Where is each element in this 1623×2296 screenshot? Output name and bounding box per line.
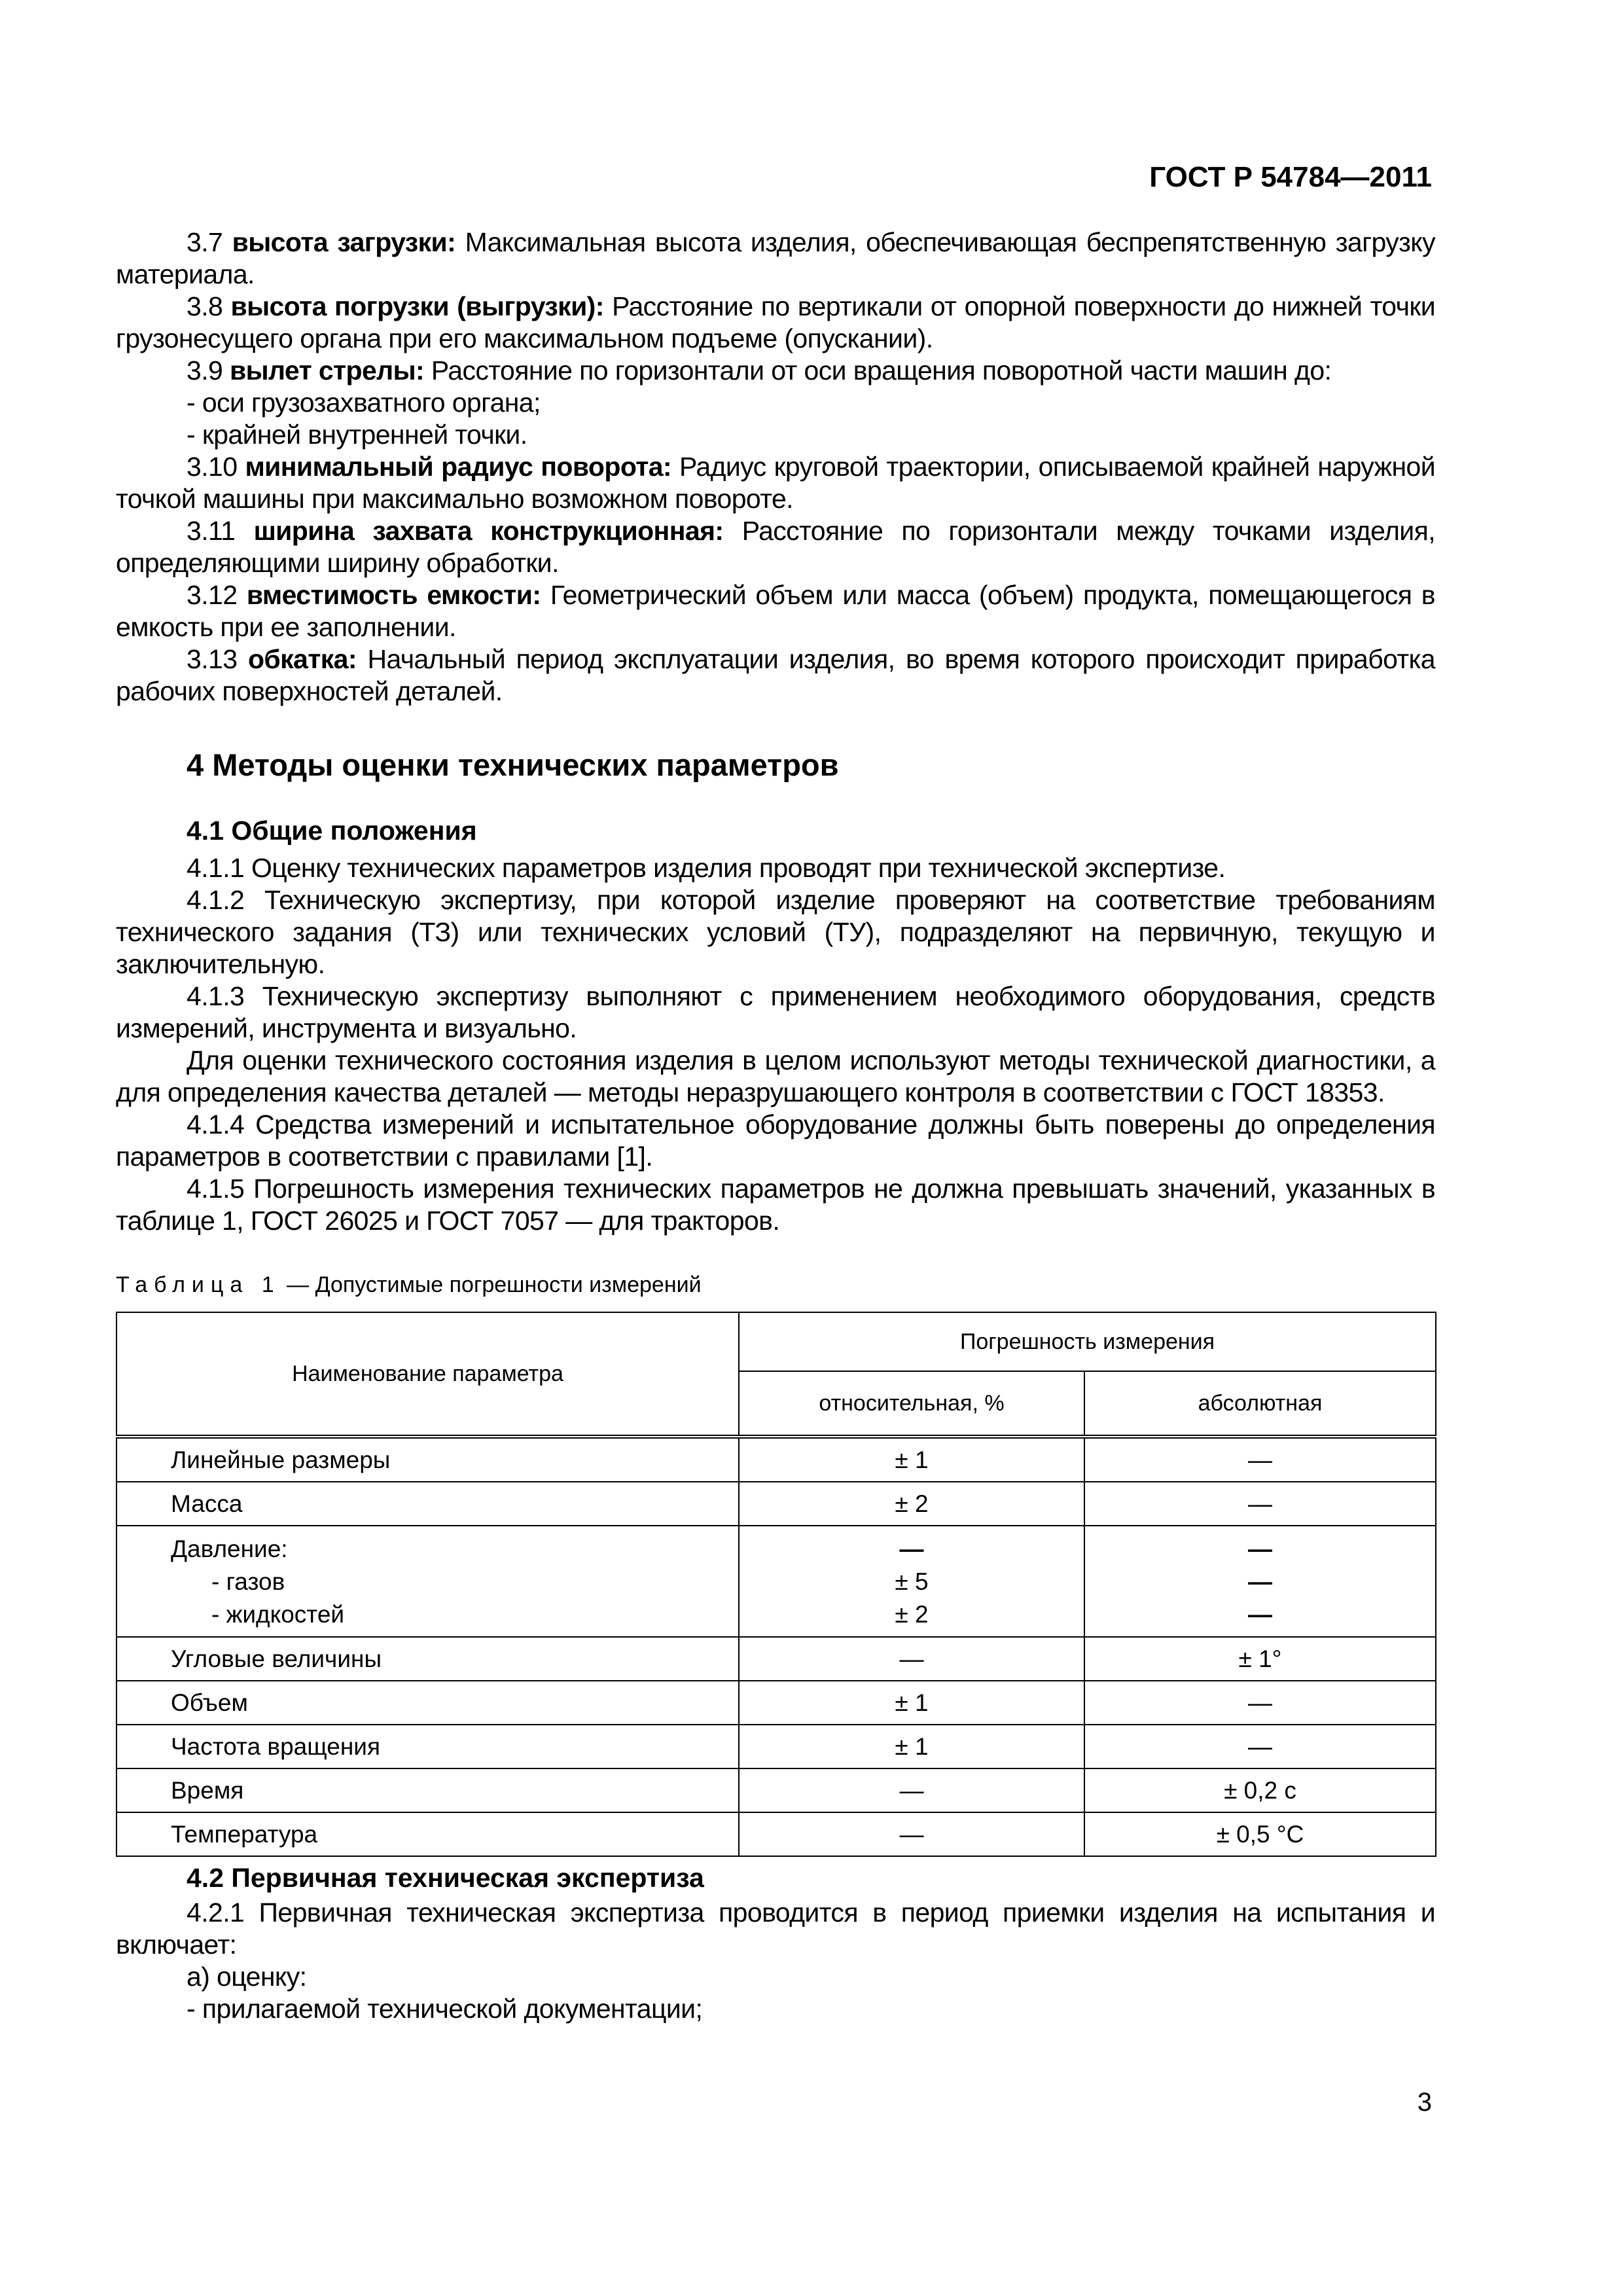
header-absolute: абсолютная [1084,1371,1436,1437]
relative-error: ± 5 [895,1568,929,1595]
relative-error: — [739,1637,1084,1681]
parameter-name: Линейные размеры [116,1437,739,1482]
clause-number: 3.13 [187,644,238,674]
definition-text: Радиус круговой траектории, описываемой крайней наружной точкой машины при максимально возможном повороте. [116,452,1436,514]
absolute-error: ± 1° [1084,1637,1436,1681]
table-label: Таблица 1 [116,1272,281,1297]
defined-term: обкатка: [247,644,357,674]
clause-4-1-2: 4.1.2 Техническую экспертизу, при которой изделие проверяют на соответствие требованиям технического задания (ТЗ) или технических условий (ТУ), подразделяют на первичную, текущую и заключительную. [116,885,1435,979]
absolute-error: — [1084,1437,1436,1482]
table-row [116,1681,1436,1725]
parameter-name-group [116,1526,739,1637]
relative-error: — [899,1535,924,1562]
definition-3-9 [116,355,1435,387]
clause-4-1-4: 4.1.4 Средства измерений и испытательное оборудование должны быть поверены до определения параметров в соответствии с правилами [1]. [116,1109,1435,1172]
list-item: - оси грузозахватного органа; [187,387,541,418]
clause-number: 3.10 [187,452,238,482]
parameter-name: Температура [116,1812,739,1856]
absolute-error: — [1084,1482,1436,1526]
table-row [116,1768,1436,1812]
definition-3-12 [116,579,1435,643]
definition-text: Начальный период эксплуатации изделия, во время которого происходит приработка рабочих поверхностей деталей. [116,644,1435,706]
defined-term: минимальный радиус поворота: [245,452,671,482]
defined-term: вместимость емкости: [246,580,541,610]
parameter-name: Время [116,1768,739,1812]
table-row [116,1812,1436,1856]
table-caption [116,1271,1435,1299]
relative-error-group [739,1526,1084,1637]
table-row [116,1482,1436,1526]
table-row [116,1437,1436,1482]
relative-error: ± 1 [739,1725,1084,1768]
defined-term: высота загрузки: [232,227,456,257]
definition-text: Максимальная высота изделия, обеспечивающая беспрепятственную загрузку материала. [116,227,1436,289]
absolute-error: — [1248,1535,1272,1562]
definition-3-13 [116,643,1435,708]
list-item: - крайней внутренней точки. [187,420,527,450]
definition-text: Расстояние по вертикали от опорной поверхности до нижней точки грузонесущего органа при его максимальном подъеме (опускании). [116,291,1436,353]
clause-number: 3.7 [187,227,223,257]
relative-error: ± 2 [739,1482,1084,1526]
section-4-heading: 4 Методы оценки технических параметров [187,747,839,782]
definition-3-7 [116,226,1435,291]
page-content [116,226,1435,2025]
document-id-header: ГОСТ Р 54784—2011 [1149,161,1432,193]
list-item: - прилагаемой технической документации; [187,1994,703,2024]
absolute-error-group [1084,1526,1436,1637]
table-row [116,1526,1436,1637]
definition-3-10 [116,451,1435,515]
definition-3-11 [116,515,1435,579]
definition-text: Геометрический объем или масса (объем) продукта, помещающегося в емкость при ее заполнении. [116,580,1435,642]
defined-term: ширина захвата конструкционная: [253,516,724,546]
clause-number: 3.9 [187,355,223,386]
definition-text: Расстояние по горизонтали от оси вращения поворотной части машин до: [431,355,1332,386]
clause-4-2-1: 4.2.1 Первичная техническая экспертиза проводится в период приемки изделия на испытания и включает: [116,1897,1435,1960]
header-relative: относительная, % [739,1371,1084,1437]
absolute-error: — [1248,1601,1272,1628]
clause-4-1-1: 4.1.1 Оценку технических параметров изделия проводят при технической экспертизе. [187,853,1226,883]
relative-error: — [739,1768,1084,1812]
clause-number: 3.12 [187,580,238,610]
defined-term: вылет стрелы: [230,355,425,386]
parameter-name: Угловые величины [116,1637,739,1681]
absolute-error: ± 0,2 с [1084,1768,1436,1812]
clause-4-1-5: 4.1.5 Погрешность измерения технических параметров не должна превышать значений, указанных в таблице 1, ГОСТ 26025 и ГОСТ 7057 — для тракторов. [116,1174,1435,1236]
table-title: — Допустимые погрешности измерений [280,1272,702,1297]
section-4-1-heading: 4.1 Общие положения [187,816,477,846]
measurement-error-table [116,1312,1436,1857]
parameter-subname: - газов [211,1568,285,1595]
absolute-error: — [1248,1568,1272,1595]
header-parameter-name: Наименование параметра [116,1312,739,1437]
absolute-error: ± 0,5 °С [1084,1812,1436,1856]
relative-error: ± 2 [895,1601,929,1628]
relative-error: — [739,1812,1084,1856]
defined-term: высота погрузки (выгрузки): [230,291,604,321]
page-number: 3 [1417,2088,1432,2117]
parameter-name: Объем [116,1681,739,1725]
parameter-name: Масса [116,1482,739,1526]
clause-number: 3.11 [187,516,236,546]
header-measurement-error: Погрешность измерения [739,1312,1436,1371]
clause-4-1-3-continued: Для оценки технического состояния изделия в целом используют методы технической диагностики, а для определения качества деталей — методы неразрушающего контроля в соответствии с ГОСТ 18353. [116,1045,1435,1107]
relative-error: ± 1 [739,1437,1084,1482]
absolute-error: — [1084,1681,1436,1725]
parameter-subname: - жидкостей [211,1601,345,1628]
definition-3-8 [116,291,1435,355]
table-row [116,1637,1436,1681]
parameter-name: Давление: [171,1535,288,1562]
parameter-name: Частота вращения [116,1725,739,1768]
relative-error: ± 1 [739,1681,1084,1725]
section-4-2-heading: 4.2 Первичная техническая экспертиза [187,1863,704,1893]
clause-number: 3.8 [187,291,223,321]
absolute-error: — [1084,1725,1436,1768]
list-item-a: а) оценку: [187,1962,307,1992]
table-row [116,1725,1436,1768]
definition-text: Расстояние по горизонтали между точками изделия, определяющими ширину обработки. [116,516,1435,578]
clause-4-1-3: 4.1.3 Техническую экспертизу выполняют с применением необходимого оборудования, средств измерений, инструмента и визуально. [116,981,1435,1043]
